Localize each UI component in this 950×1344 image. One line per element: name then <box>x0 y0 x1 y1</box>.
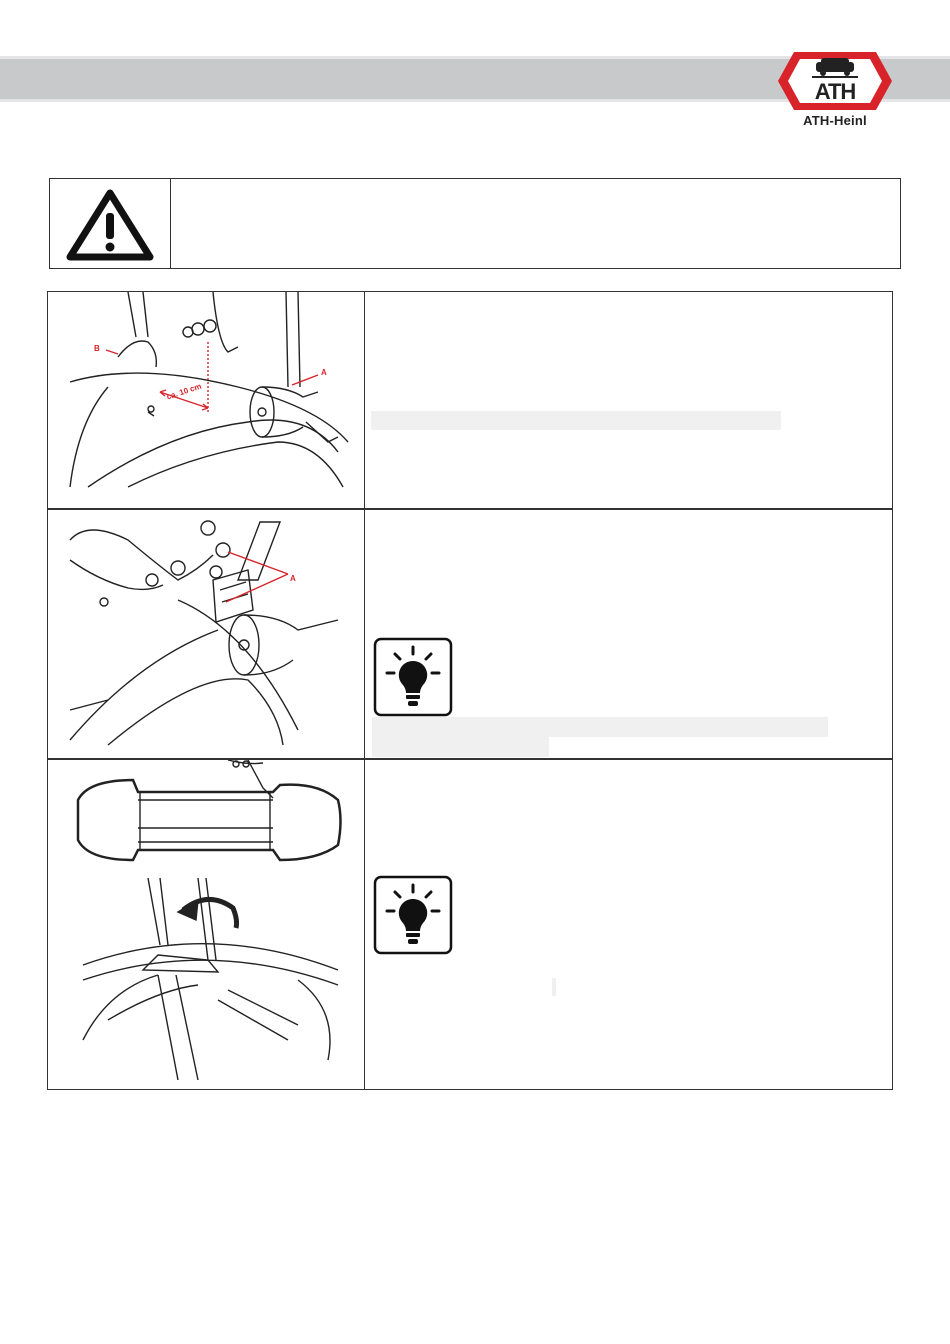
step-1-illustration <box>48 292 365 508</box>
step-row-3 <box>47 759 893 1090</box>
text-redaction-bar <box>552 978 556 996</box>
label-distance: ca. 10 cm <box>165 381 203 402</box>
label-a: A <box>321 368 327 377</box>
text-redaction-bar <box>372 717 828 737</box>
step-2-illustration <box>48 510 365 758</box>
warning-icon-cell <box>50 179 171 268</box>
warning-triangle-icon <box>50 179 170 268</box>
warning-box <box>49 178 901 269</box>
lightbulb-icon <box>373 637 453 717</box>
step-row-2 <box>47 509 893 759</box>
logo-letters: ATH <box>814 79 856 104</box>
text-redaction-bar <box>371 411 781 430</box>
label-b: B <box>94 344 100 353</box>
label-a: A <box>290 574 296 583</box>
step-3-illustration <box>48 760 365 1089</box>
brand-name: ATH-Heinl <box>803 113 867 128</box>
lightbulb-icon <box>373 875 453 955</box>
step-row-1 <box>47 291 893 509</box>
text-redaction-bar <box>372 737 549 757</box>
